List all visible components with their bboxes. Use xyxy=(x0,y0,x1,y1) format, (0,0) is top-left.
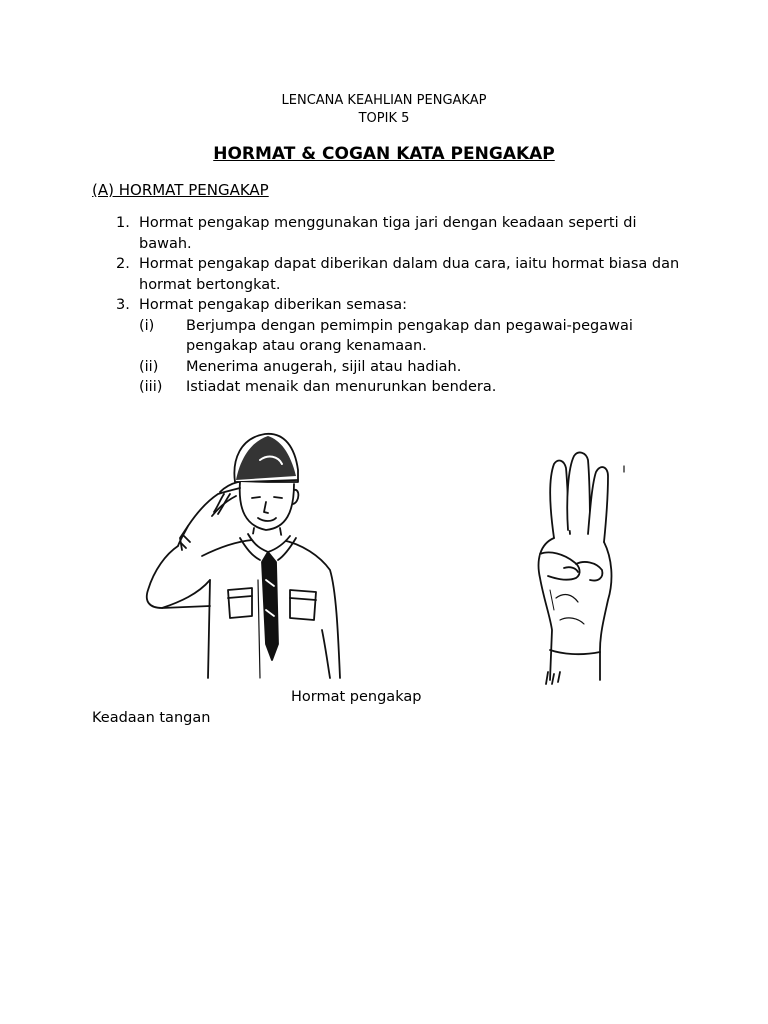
sub-item-number: (i) xyxy=(139,317,155,334)
list-item xyxy=(92,295,692,316)
header-line-2: TOPIK 5 xyxy=(358,111,410,126)
header-line-1: LENCANA KEAHLIAN PENGAKAP xyxy=(281,93,487,108)
sub-list-item xyxy=(92,357,692,378)
list-item xyxy=(92,254,692,295)
sub-list-item xyxy=(92,377,692,398)
salute-caption: Hormat pengakap xyxy=(291,689,422,705)
three-finger-hand-illustration xyxy=(520,450,630,685)
sub-item-number: (iii) xyxy=(139,379,163,395)
sub-item-text: Istiadat menaik dan menurunkan bendera. xyxy=(186,379,497,395)
list-item xyxy=(92,213,692,254)
list-item-number: 2. xyxy=(116,256,130,272)
sub-item-text: Berjumpa dengan pemimpin pengakap dan pegawai-pegawai pengakap atau orang kenamaan. xyxy=(186,317,633,354)
section-heading: (A) HORMAT PENGAKAP xyxy=(92,181,269,199)
sub-item-text: Menerima anugerah, sijil atau hadiah. xyxy=(186,358,462,375)
list-item-number: 1. xyxy=(116,215,130,231)
sub-list-item xyxy=(92,316,692,357)
list-item-text: Hormat pengakap dapat diberikan dalam dua cara, iaitu hormat biasa dan hormat bertongkat. xyxy=(139,256,680,293)
page-title: HORMAT & COGAN KATA PENGAKAP xyxy=(213,144,555,164)
sub-item-number: (ii) xyxy=(139,358,159,375)
numbered-list xyxy=(92,213,692,398)
list-item-number: 3. xyxy=(116,297,130,313)
scout-salute-illustration xyxy=(140,430,355,680)
list-item-text: Hormat pengakap menggunakan tiga jari dengan keadaan seperti di bawah. xyxy=(139,215,637,252)
hand-caption: Keadaan tangan xyxy=(92,710,211,726)
list-item-text: Hormat pengakap diberikan semasa: xyxy=(139,297,408,313)
